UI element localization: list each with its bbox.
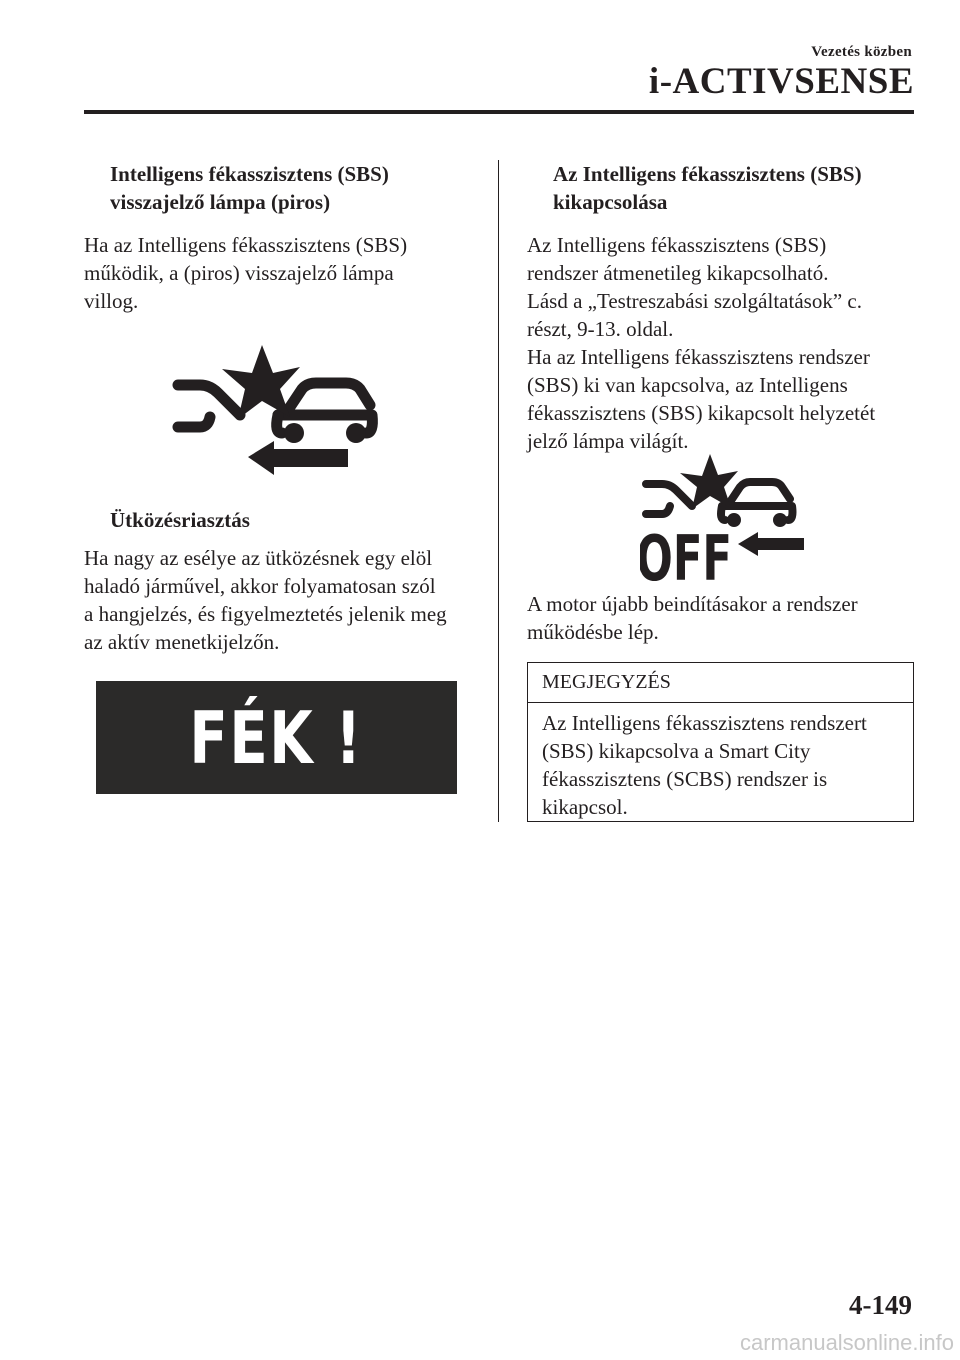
restart-paragraph: A motor újabb beindításakor a rendszer működésbe lép.: [527, 592, 858, 644]
sbs-lamp-heading: Intelligens fékasszisztens (SBS) visszajelző lámpa (piros): [110, 162, 389, 214]
sbs-lamp-paragraph: Ha az Intelligens fékasszisztens (SBS) működik, a (piros) visszajelző lámpa villog.: [84, 233, 408, 313]
brake-display: [96, 681, 457, 794]
note-title: MEGJEGYZÉS: [528, 663, 913, 703]
sbs-off-heading: Az Intelligens fékasszisztens (SBS) kikapcsolása: [553, 162, 862, 214]
sbs-warning-lamp-icon: [170, 335, 380, 480]
note-body: Az Intelligens fékasszisztens rendszert (SBS) kikapcsolva a Smart City fékasszisztens (SCBS) rendszer is kikapcsol.: [542, 711, 867, 819]
header-rule: [84, 110, 914, 114]
page-number: 4-149: [849, 1290, 912, 1320]
off-label: OFF: [640, 522, 732, 583]
collision-warning-heading: Ütközésriasztás: [110, 508, 250, 532]
section-title: Vezetés közben: [811, 44, 912, 60]
brake-display-text: FÉK !: [189, 695, 364, 780]
note-box: [527, 662, 914, 822]
column-divider: [498, 160, 499, 822]
watermark: carmanualsonline.info: [739, 1330, 954, 1355]
sbs-off-paragraph: Az Intelligens fékasszisztens (SBS) rendszer átmenetileg kikapcsolható. Lásd a „Testreszabási szolgáltatások” c. részt, 9-13. oldal. Ha az Intelligens fékasszisztens rendszer (SBS) ki van kapcsolva, az Intelligens fékasszisztens (SBS) kikapcsolt helyzetét jelző lámpa világít.: [527, 233, 876, 453]
sbs-off-lamp-icon: [640, 448, 810, 588]
collision-warning-paragraph: Ha nagy az esélye az ütközésnek egy elöl haladó járművel, akkor folyamatosan szól a hangjelzés, és figyelmeztetés jelenik meg az aktív menetkijelzőn.: [84, 546, 447, 654]
chapter-title: i-ACTIVSENSE: [648, 61, 914, 102]
